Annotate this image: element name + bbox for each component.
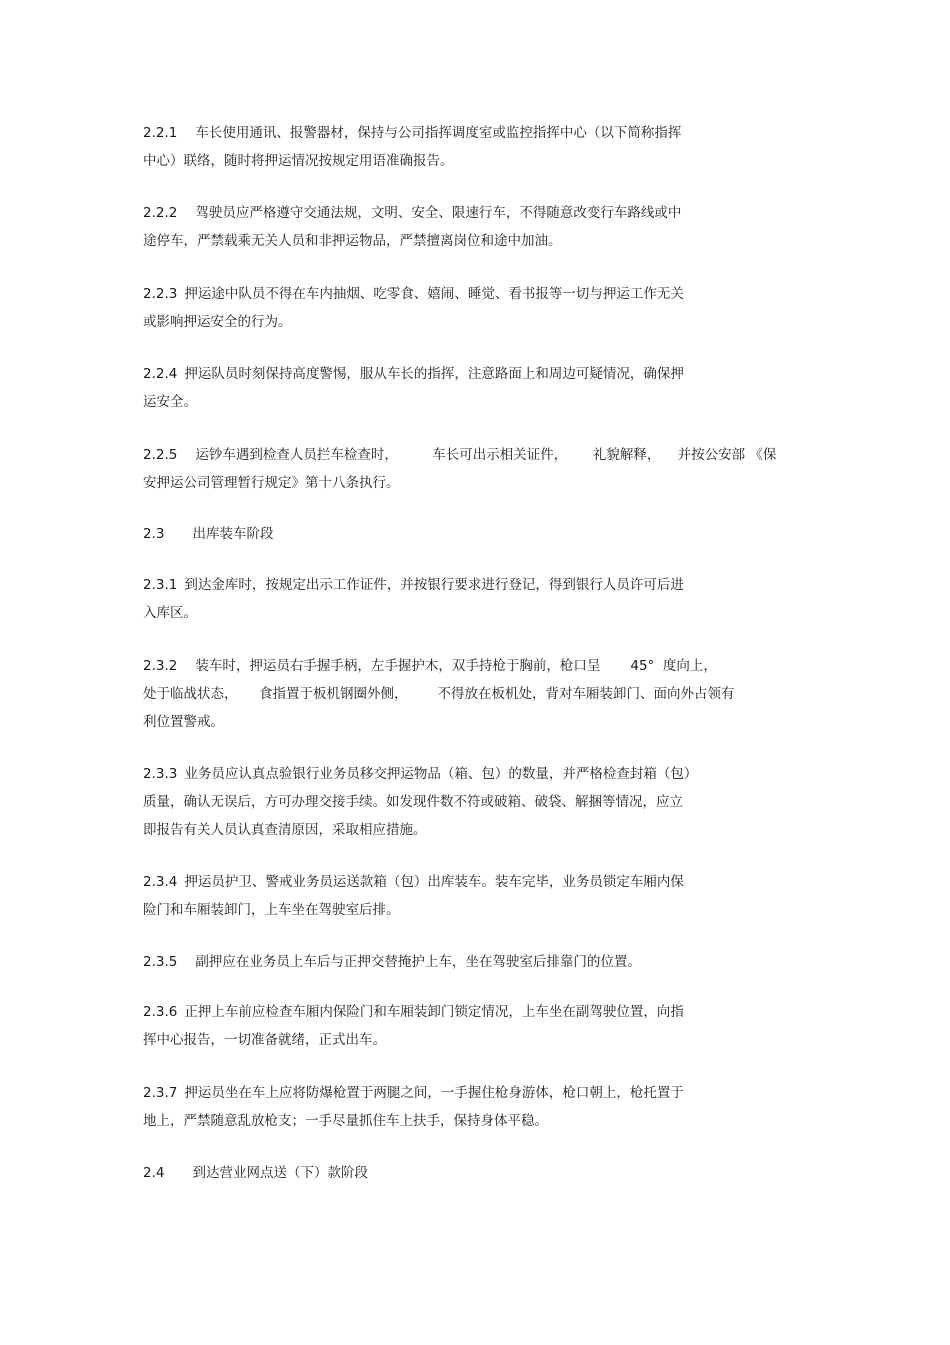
section-number: 2.3.3	[143, 766, 178, 782]
section-heading-2-3	[143, 520, 811, 548]
paragraph-line: 装车时，押运员右手握手柄，左手握护木，双手持枪于胸前，枪口呈 45° 度向上，	[195, 658, 717, 674]
paragraph-2-3-6	[143, 998, 811, 1054]
paragraph-line: 车长使用通讯、报警器材，保持与公司指挥调度室或监控指挥中心（以下简称指挥	[195, 125, 682, 141]
paragraph-line: 押运员坐在车上应将防爆枪置于两腿之间，一手握住枪身游体，枪口朝上，枪托置于	[184, 1085, 684, 1101]
paragraph-line: 处于临战状态， 食指置于板机钢圈外侧， 不得放在板机处，背对车厢装卸门、面向外占领有	[143, 686, 735, 702]
paragraph-line: 押运途中队员不得在车内抽烟、吃零食、嬉闹、睡觉、看书报等一切与押运工作无关	[184, 286, 684, 302]
paragraph-line: 到达金库时，按规定出示工作证件，并按银行要求进行登记，得到银行人员许可后进	[184, 577, 684, 593]
section-title: 到达营业网点送（下）款阶段	[192, 1165, 368, 1181]
section-number: 2.4	[143, 1165, 165, 1181]
section-number: 2.2.4	[143, 366, 178, 382]
paragraph-line: 运钞车遇到检查人员拦车检查时， 车长可出示相关证件， 礼貌解释， 并按公安部 《保	[195, 447, 777, 463]
paragraph-2-3-2	[143, 652, 811, 736]
section-number: 2.3.4	[143, 874, 178, 890]
paragraph-line: 正押上车前应检查车厢内保险门和车厢装卸门锁定情况，上车坐在副驾驶位置，向指	[184, 1004, 684, 1020]
section-heading-2-4	[143, 1159, 811, 1187]
paragraph-line: 途停车，严禁载乘无关人员和非押运物品，严禁擅离岗位和途中加油。	[143, 233, 562, 249]
section-title: 出库装车阶段	[192, 526, 274, 542]
section-number: 2.2.1	[143, 125, 178, 141]
section-number: 2.3	[143, 526, 165, 542]
paragraph-2-3-4	[143, 868, 811, 924]
paragraph-line: 中心）联络，随时将押运情况按规定用语准确报告。	[143, 153, 454, 169]
paragraph-line: 地上，严禁随意乱放枪支；一手尽量抓住车上扶手，保持身体平稳。	[143, 1113, 548, 1129]
paragraph-2-3-3	[143, 760, 811, 844]
paragraph-2-3-5	[143, 948, 811, 976]
section-number: 2.2.5	[143, 447, 178, 463]
paragraph-line: 业务员应认真点验银行业务员移交押运物品（箱、包）的数量，并严格检查封箱（包）	[184, 766, 698, 782]
section-number: 2.2.2	[143, 205, 178, 221]
paragraph-line: 入库区。	[143, 605, 197, 621]
paragraph-2-3-7	[143, 1079, 811, 1135]
paragraph-line: 挥中心报告，一切准备就绪，正式出车。	[143, 1032, 386, 1048]
paragraph-line: 质量，确认无误后，方可办理交接手续。如发现件数不符或破箱、破袋、解捆等情况，应立	[143, 794, 683, 810]
section-number: 2.3.1	[143, 577, 178, 593]
section-number: 2.3.5	[143, 954, 178, 970]
paragraph-line: 即报告有关人员认真查清原因，采取相应措施。	[143, 822, 427, 838]
paragraph-line: 利位置警戒。	[143, 714, 224, 730]
paragraph-line: 运安全。	[143, 394, 197, 410]
paragraph-line: 驾驶员应严格遵守交通法规，文明、安全、限速行车，不得随意改变行车路线或中	[195, 205, 682, 221]
paragraph-line: 押运队员时刻保持高度警惕，服从车长的指挥，注意路面上和周边可疑情况，确保押	[184, 366, 684, 382]
paragraph-line: 险门和车厢装卸门，上车坐在驾驶室后排。	[143, 902, 400, 918]
paragraph-2-2-5	[143, 441, 811, 497]
paragraph-2-2-4	[143, 360, 811, 416]
section-number: 2.3.7	[143, 1085, 178, 1101]
section-number: 2.3.6	[143, 1004, 178, 1020]
paragraph-2-2-3	[143, 280, 811, 336]
section-number: 2.3.2	[143, 658, 178, 674]
paragraph-2-2-1	[143, 119, 811, 175]
paragraph-line: 押运员护卫、警戒业务员运送款箱（包）出库装车。装车完毕，业务员锁定车厢内保	[184, 874, 684, 890]
paragraph-line: 安押运公司管理暂行规定》第十八条执行。	[143, 475, 400, 491]
paragraph-2-2-2	[143, 199, 811, 255]
paragraph-2-3-1	[143, 571, 811, 627]
section-number: 2.2.3	[143, 286, 178, 302]
paragraph-line: 或影响押运安全的行为。	[143, 314, 292, 330]
paragraph-line: 副押应在业务员上车后与正押交替掩护上车，坐在驾驶室后排靠门的位置。	[195, 954, 641, 970]
